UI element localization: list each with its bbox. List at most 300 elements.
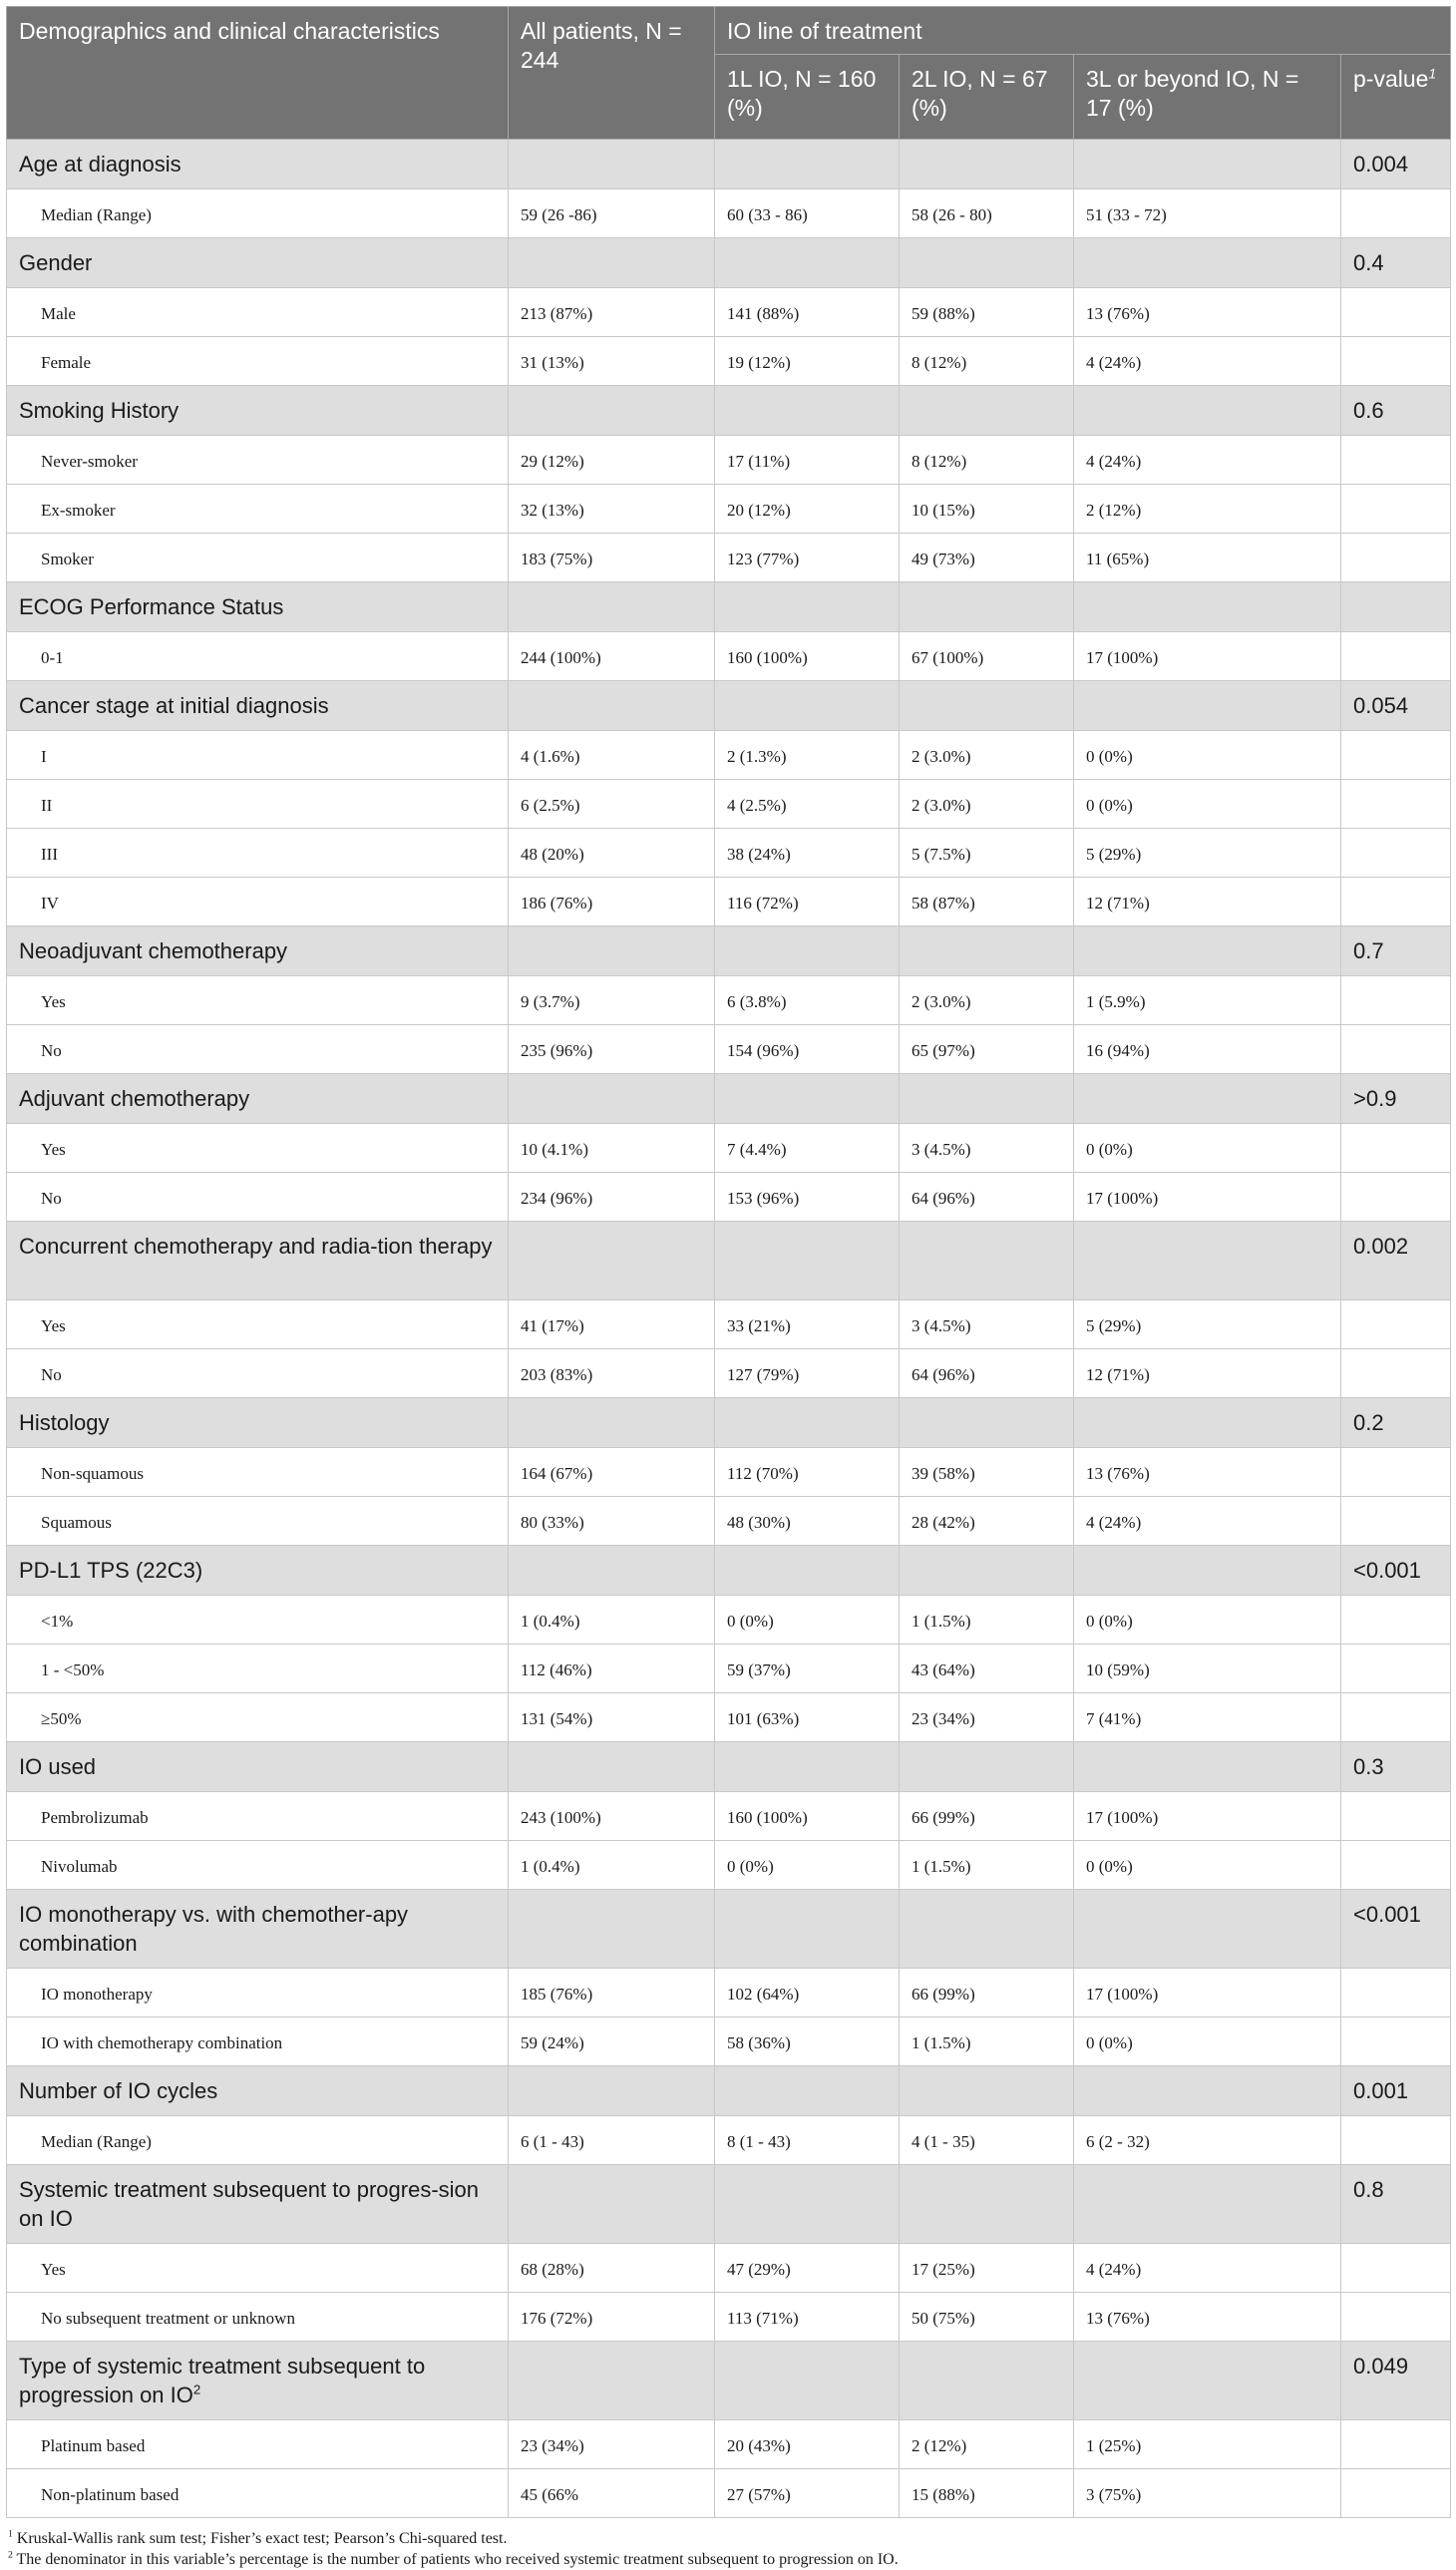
header-1l-io: 1L IO, N = 160 (%)	[715, 55, 900, 140]
p-value-empty-cell	[1341, 878, 1451, 926]
category-title-text: Smoking History	[19, 398, 180, 423]
1l-io-cell: 60 (33 - 86)	[715, 189, 900, 238]
1l-io-cell: 27 (57%)	[715, 2469, 900, 2518]
2l-io-cell: 59 (88%)	[900, 288, 1074, 337]
p-value-cell: 0.049	[1341, 2342, 1451, 2420]
1l-io-cell: 112 (70%)	[715, 1448, 900, 1497]
2l-io-cell: 67 (100%)	[900, 632, 1074, 681]
category-title	[7, 582, 509, 632]
header-all-patients: All patients, N = 244	[509, 7, 715, 140]
row-label: ≥50%	[7, 1693, 509, 1742]
p-value-empty-cell	[1341, 1300, 1451, 1349]
row-label: Non-platinum based	[7, 2469, 509, 2518]
all-patients-cell: 131 (54%)	[509, 1693, 715, 1742]
category-empty-cell	[1074, 2165, 1341, 2244]
2l-io-cell: 2 (12%)	[900, 2420, 1074, 2469]
row-label: Nivolumab	[7, 1841, 509, 1890]
category-title	[7, 926, 509, 976]
row-label: No subsequent treatment or unknown	[7, 2293, 509, 2342]
category-empty-cell	[715, 1742, 900, 1792]
table-row	[7, 1596, 1451, 1645]
p-value-empty-cell	[1341, 2018, 1451, 2066]
p-value-empty-cell	[1341, 534, 1451, 582]
1l-io-cell: 58 (36%)	[715, 2018, 900, 2066]
row-label: III	[7, 829, 509, 878]
1l-io-cell: 160 (100%)	[715, 632, 900, 681]
2l-io-cell: 64 (96%)	[900, 1173, 1074, 1222]
2l-io-cell: 66 (99%)	[900, 1792, 1074, 1841]
category-title-text: Gender	[19, 250, 93, 275]
category-row	[7, 681, 1451, 731]
category-empty-cell	[1074, 582, 1341, 632]
row-label: IV	[7, 878, 509, 926]
p-value-empty-cell	[1341, 1173, 1451, 1222]
category-empty-cell	[509, 1222, 715, 1300]
category-title	[7, 1890, 509, 1969]
2l-io-cell: 5 (7.5%)	[900, 829, 1074, 878]
3l-io-cell: 13 (76%)	[1074, 288, 1341, 337]
all-patients-cell: 176 (72%)	[509, 2293, 715, 2342]
p-value-cell: 0.3	[1341, 1742, 1451, 1792]
category-title-text: Neoadjuvant chemotherapy	[19, 938, 288, 963]
all-patients-cell: 10 (4.1%)	[509, 1124, 715, 1173]
row-label: Squamous	[7, 1497, 509, 1546]
all-patients-cell: 244 (100%)	[509, 632, 715, 681]
2l-io-cell: 58 (26 - 80)	[900, 189, 1074, 238]
1l-io-cell: 47 (29%)	[715, 2244, 900, 2293]
2l-io-cell: 3 (4.5%)	[900, 1300, 1074, 1349]
header-p-value-label: p-value	[1353, 66, 1429, 92]
row-label: Median (Range)	[7, 2116, 509, 2165]
1l-io-cell: 127 (79%)	[715, 1349, 900, 1398]
2l-io-cell: 4 (1 - 35)	[900, 2116, 1074, 2165]
3l-io-cell: 5 (29%)	[1074, 1300, 1341, 1349]
all-patients-cell: 48 (20%)	[509, 829, 715, 878]
3l-io-cell: 6 (2 - 32)	[1074, 2116, 1341, 2165]
category-empty-cell	[900, 1074, 1074, 1124]
3l-io-cell: 4 (24%)	[1074, 436, 1341, 485]
p-value-empty-cell	[1341, 2420, 1451, 2469]
footnote-2	[6, 2549, 1450, 2570]
p-value-cell: 0.4	[1341, 238, 1451, 288]
p-value-empty-cell	[1341, 436, 1451, 485]
3l-io-cell: 51 (33 - 72)	[1074, 189, 1341, 238]
3l-io-cell: 11 (65%)	[1074, 534, 1341, 582]
all-patients-cell: 213 (87%)	[509, 288, 715, 337]
category-empty-cell	[900, 2165, 1074, 2244]
table-row	[7, 2469, 1451, 2518]
table-row	[7, 878, 1451, 926]
table-row	[7, 731, 1451, 780]
1l-io-cell: 59 (37%)	[715, 1645, 900, 1693]
table-row	[7, 485, 1451, 534]
p-value-empty-cell	[1341, 2293, 1451, 2342]
2l-io-cell: 2 (3.0%)	[900, 780, 1074, 829]
3l-io-cell: 0 (0%)	[1074, 2018, 1341, 2066]
table-row	[7, 1693, 1451, 1742]
category-empty-cell	[715, 1222, 900, 1300]
all-patients-cell: 4 (1.6%)	[509, 731, 715, 780]
p-value-empty-cell	[1341, 1693, 1451, 1742]
3l-io-cell: 0 (0%)	[1074, 780, 1341, 829]
header-io-line-group: IO line of treatment	[715, 7, 1451, 55]
3l-io-cell: 17 (100%)	[1074, 1969, 1341, 2018]
table-container	[6, 6, 1450, 2570]
category-empty-cell	[715, 2066, 900, 2116]
all-patients-cell: 32 (13%)	[509, 485, 715, 534]
category-empty-cell	[1074, 1890, 1341, 1969]
category-empty-cell	[1074, 1398, 1341, 1448]
3l-io-cell: 17 (100%)	[1074, 1792, 1341, 1841]
3l-io-cell: 12 (71%)	[1074, 878, 1341, 926]
row-label: Never-smoker	[7, 436, 509, 485]
category-empty-cell	[715, 582, 900, 632]
2l-io-cell: 43 (64%)	[900, 1645, 1074, 1693]
p-value-empty-cell	[1341, 1969, 1451, 2018]
table-row	[7, 1173, 1451, 1222]
1l-io-cell: 38 (24%)	[715, 829, 900, 878]
1l-io-cell: 141 (88%)	[715, 288, 900, 337]
2l-io-cell: 2 (3.0%)	[900, 731, 1074, 780]
all-patients-cell: 203 (83%)	[509, 1349, 715, 1398]
category-row	[7, 1222, 1451, 1300]
category-empty-cell	[509, 2165, 715, 2244]
table-row	[7, 2244, 1451, 2293]
category-empty-cell	[1074, 2066, 1341, 2116]
category-title	[7, 1546, 509, 1596]
row-label: IO with chemotherapy combination	[7, 2018, 509, 2066]
category-empty-cell	[1074, 926, 1341, 976]
all-patients-cell: 243 (100%)	[509, 1792, 715, 1841]
1l-io-cell: 19 (12%)	[715, 337, 900, 386]
all-patients-cell: 112 (46%)	[509, 1645, 715, 1693]
category-row	[7, 1890, 1451, 1969]
category-row	[7, 2066, 1451, 2116]
all-patients-cell: 29 (12%)	[509, 436, 715, 485]
footnote-1	[6, 2528, 1450, 2549]
table-header	[7, 7, 1451, 140]
p-value-empty-cell	[1341, 1124, 1451, 1173]
p-value-empty-cell	[1341, 485, 1451, 534]
category-empty-cell	[509, 1890, 715, 1969]
row-label: <1%	[7, 1596, 509, 1645]
category-title-text: Age at diagnosis	[19, 152, 182, 177]
category-title	[7, 1398, 509, 1448]
p-value-cell: >0.9	[1341, 1074, 1451, 1124]
2l-io-cell: 58 (87%)	[900, 878, 1074, 926]
3l-io-cell: 17 (100%)	[1074, 632, 1341, 681]
p-value-empty-cell	[1341, 1349, 1451, 1398]
all-patients-cell: 41 (17%)	[509, 1300, 715, 1349]
category-empty-cell	[509, 582, 715, 632]
2l-io-cell: 1 (1.5%)	[900, 2018, 1074, 2066]
category-empty-cell	[1074, 1074, 1341, 1124]
3l-io-cell: 0 (0%)	[1074, 731, 1341, 780]
category-title-text: Adjuvant chemotherapy	[19, 1086, 250, 1111]
category-empty-cell	[1074, 386, 1341, 436]
table-row	[7, 1792, 1451, 1841]
table-row	[7, 1124, 1451, 1173]
p-value-empty-cell	[1341, 2244, 1451, 2293]
characteristics-table	[6, 6, 1451, 2518]
category-title	[7, 386, 509, 436]
table-row	[7, 2420, 1451, 2469]
category-row	[7, 2342, 1451, 2420]
row-label: No	[7, 1173, 509, 1222]
category-title-text: Type of systemic treatment subsequent to progression on IO	[19, 2354, 426, 2407]
p-value-empty-cell	[1341, 189, 1451, 238]
category-empty-cell	[715, 238, 900, 288]
category-empty-cell	[715, 1074, 900, 1124]
category-empty-cell	[509, 2342, 715, 2420]
row-label: Non-squamous	[7, 1448, 509, 1497]
3l-io-cell: 17 (100%)	[1074, 1173, 1341, 1222]
1l-io-cell: 4 (2.5%)	[715, 780, 900, 829]
row-label: Yes	[7, 1124, 509, 1173]
p-value-empty-cell	[1341, 1025, 1451, 1074]
footnote-1-text: Kruskal-Wallis rank sum test; Fisher’s exact test; Pearson’s Chi-squared test.	[16, 2530, 508, 2547]
header-3l-io: 3L or beyond IO, N = 17 (%)	[1074, 55, 1341, 140]
category-empty-cell	[900, 2342, 1074, 2420]
header-p-value-sup: 1	[1428, 66, 1437, 82]
1l-io-cell: 33 (21%)	[715, 1300, 900, 1349]
2l-io-cell: 28 (42%)	[900, 1497, 1074, 1546]
p-value-empty-cell	[1341, 288, 1451, 337]
3l-io-cell: 5 (29%)	[1074, 829, 1341, 878]
1l-io-cell: 7 (4.4%)	[715, 1124, 900, 1173]
p-value-cell: 0.8	[1341, 2165, 1451, 2244]
3l-io-cell: 4 (24%)	[1074, 337, 1341, 386]
p-value-cell: 0.004	[1341, 140, 1451, 189]
p-value-cell: 0.7	[1341, 926, 1451, 976]
category-title-text: ECOG Performance Status	[19, 594, 284, 619]
all-patients-cell: 1 (0.4%)	[509, 1596, 715, 1645]
1l-io-cell: 0 (0%)	[715, 1841, 900, 1890]
category-empty-cell	[715, 1546, 900, 1596]
category-empty-cell	[715, 1890, 900, 1969]
row-label: Yes	[7, 2244, 509, 2293]
3l-io-cell: 3 (75%)	[1074, 2469, 1341, 2518]
category-title-text: Concurrent chemotherapy and radia-tion therapy	[19, 1234, 493, 1259]
category-empty-cell	[900, 2066, 1074, 2116]
all-patients-cell: 45 (66%	[509, 2469, 715, 2518]
p-value-empty-cell	[1341, 1645, 1451, 1693]
category-title-text: Systemic treatment subsequent to progres-sion on IO	[19, 2177, 480, 2231]
3l-io-cell: 4 (24%)	[1074, 1497, 1341, 1546]
row-label: Yes	[7, 976, 509, 1025]
p-value-cell: 0.2	[1341, 1398, 1451, 1448]
footnotes	[6, 2528, 1450, 2570]
category-empty-cell	[1074, 2342, 1341, 2420]
category-empty-cell	[900, 681, 1074, 731]
table-row	[7, 1841, 1451, 1890]
all-patients-cell: 68 (28%)	[509, 2244, 715, 2293]
all-patients-cell: 23 (34%)	[509, 2420, 715, 2469]
p-value-cell	[1341, 582, 1451, 632]
3l-io-cell: 16 (94%)	[1074, 1025, 1341, 1074]
row-label: I	[7, 731, 509, 780]
category-title	[7, 1742, 509, 1792]
category-row	[7, 1742, 1451, 1792]
all-patients-cell: 1 (0.4%)	[509, 1841, 715, 1890]
table-row	[7, 976, 1451, 1025]
category-empty-cell	[715, 2342, 900, 2420]
table-row	[7, 2018, 1451, 2066]
header-p-value	[1341, 55, 1451, 140]
category-title	[7, 140, 509, 189]
category-empty-cell	[900, 1742, 1074, 1792]
3l-io-cell: 4 (24%)	[1074, 2244, 1341, 2293]
table-row	[7, 1645, 1451, 1693]
all-patients-cell: 186 (76%)	[509, 878, 715, 926]
2l-io-cell: 64 (96%)	[900, 1349, 1074, 1398]
category-row	[7, 1546, 1451, 1596]
2l-io-cell: 1 (1.5%)	[900, 1841, 1074, 1890]
row-label: Smoker	[7, 534, 509, 582]
1l-io-cell: 0 (0%)	[715, 1596, 900, 1645]
category-empty-cell	[1074, 1222, 1341, 1300]
row-label: No	[7, 1025, 509, 1074]
table-row	[7, 436, 1451, 485]
p-value-empty-cell	[1341, 1448, 1451, 1497]
3l-io-cell: 13 (76%)	[1074, 1448, 1341, 1497]
all-patients-cell: 80 (33%)	[509, 1497, 715, 1546]
2l-io-cell: 15 (88%)	[900, 2469, 1074, 2518]
table-row	[7, 189, 1451, 238]
category-empty-cell	[900, 1890, 1074, 1969]
3l-io-cell: 0 (0%)	[1074, 1124, 1341, 1173]
p-value-empty-cell	[1341, 632, 1451, 681]
p-value-empty-cell	[1341, 337, 1451, 386]
category-empty-cell	[509, 926, 715, 976]
1l-io-cell: 2 (1.3%)	[715, 731, 900, 780]
row-label: IO monotherapy	[7, 1969, 509, 2018]
1l-io-cell: 154 (96%)	[715, 1025, 900, 1074]
category-empty-cell	[1074, 238, 1341, 288]
1l-io-cell: 123 (77%)	[715, 534, 900, 582]
category-empty-cell	[509, 1546, 715, 1596]
all-patients-cell: 164 (67%)	[509, 1448, 715, 1497]
category-empty-cell	[715, 926, 900, 976]
p-value-cell: 0.6	[1341, 386, 1451, 436]
category-empty-cell	[1074, 1546, 1341, 1596]
1l-io-cell: 20 (43%)	[715, 2420, 900, 2469]
category-empty-cell	[715, 681, 900, 731]
p-value-empty-cell	[1341, 731, 1451, 780]
row-label: II	[7, 780, 509, 829]
1l-io-cell: 6 (3.8%)	[715, 976, 900, 1025]
category-empty-cell	[900, 1222, 1074, 1300]
all-patients-cell: 59 (24%)	[509, 2018, 715, 2066]
table-row	[7, 2116, 1451, 2165]
category-title-text: Number of IO cycles	[19, 2078, 218, 2103]
row-label: Female	[7, 337, 509, 386]
category-row	[7, 1074, 1451, 1124]
1l-io-cell: 116 (72%)	[715, 878, 900, 926]
table-row	[7, 1969, 1451, 2018]
category-empty-cell	[715, 140, 900, 189]
category-row	[7, 140, 1451, 189]
p-value-empty-cell	[1341, 2469, 1451, 2518]
p-value-cell: <0.001	[1341, 1546, 1451, 1596]
3l-io-cell: 10 (59%)	[1074, 1645, 1341, 1693]
all-patients-cell: 234 (96%)	[509, 1173, 715, 1222]
all-patients-cell: 185 (76%)	[509, 1969, 715, 2018]
3l-io-cell: 12 (71%)	[1074, 1349, 1341, 1398]
row-label: 1 - <50%	[7, 1645, 509, 1693]
row-label: Ex-smoker	[7, 485, 509, 534]
row-label: No	[7, 1349, 509, 1398]
row-label: 0-1	[7, 632, 509, 681]
3l-io-cell: 0 (0%)	[1074, 1596, 1341, 1645]
3l-io-cell: 1 (25%)	[1074, 2420, 1341, 2469]
row-label: Platinum based	[7, 2420, 509, 2469]
all-patients-cell: 235 (96%)	[509, 1025, 715, 1074]
p-value-empty-cell	[1341, 976, 1451, 1025]
all-patients-cell: 6 (1 - 43)	[509, 2116, 715, 2165]
2l-io-cell: 23 (34%)	[900, 1693, 1074, 1742]
1l-io-cell: 113 (71%)	[715, 2293, 900, 2342]
category-empty-cell	[509, 238, 715, 288]
table-row	[7, 1349, 1451, 1398]
1l-io-cell: 153 (96%)	[715, 1173, 900, 1222]
p-value-empty-cell	[1341, 780, 1451, 829]
p-value-cell: 0.054	[1341, 681, 1451, 731]
category-empty-cell	[509, 1742, 715, 1792]
table-row	[7, 288, 1451, 337]
category-empty-cell	[1074, 1742, 1341, 1792]
category-title	[7, 238, 509, 288]
category-title-text: IO used	[19, 1754, 97, 1779]
category-empty-cell	[900, 238, 1074, 288]
p-value-cell: <0.001	[1341, 1890, 1451, 1969]
2l-io-cell: 17 (25%)	[900, 2244, 1074, 2293]
p-value-empty-cell	[1341, 2116, 1451, 2165]
3l-io-cell: 2 (12%)	[1074, 485, 1341, 534]
table-row	[7, 632, 1451, 681]
table-row	[7, 1025, 1451, 1074]
category-title	[7, 2165, 509, 2244]
3l-io-cell: 0 (0%)	[1074, 1841, 1341, 1890]
2l-io-cell: 50 (75%)	[900, 2293, 1074, 2342]
category-row	[7, 2165, 1451, 2244]
header-2l-io: 2L IO, N = 67 (%)	[900, 55, 1074, 140]
2l-io-cell: 10 (15%)	[900, 485, 1074, 534]
row-label: Pembrolizumab	[7, 1792, 509, 1841]
category-empty-cell	[509, 140, 715, 189]
category-row	[7, 238, 1451, 288]
all-patients-cell: 31 (13%)	[509, 337, 715, 386]
category-empty-cell	[715, 2165, 900, 2244]
category-empty-cell	[715, 1398, 900, 1448]
all-patients-cell: 59 (26 -86)	[509, 189, 715, 238]
footnote-2-mark: 2	[8, 2549, 13, 2561]
category-empty-cell	[900, 1546, 1074, 1596]
table-row	[7, 1497, 1451, 1546]
p-value-cell: 0.002	[1341, 1222, 1451, 1300]
category-row	[7, 582, 1451, 632]
category-empty-cell	[509, 681, 715, 731]
category-title-text: PD-L1 TPS (22C3)	[19, 1558, 203, 1583]
category-empty-cell	[1074, 681, 1341, 731]
category-empty-cell	[509, 386, 715, 436]
footnote-2-text: The denominator in this variable’s percentage is the number of patients who received systemic treatment subsequent to progression on IO.	[16, 2551, 899, 2568]
category-empty-cell	[900, 1398, 1074, 1448]
table-row	[7, 337, 1451, 386]
2l-io-cell: 49 (73%)	[900, 534, 1074, 582]
1l-io-cell: 20 (12%)	[715, 485, 900, 534]
p-value-empty-cell	[1341, 1596, 1451, 1645]
